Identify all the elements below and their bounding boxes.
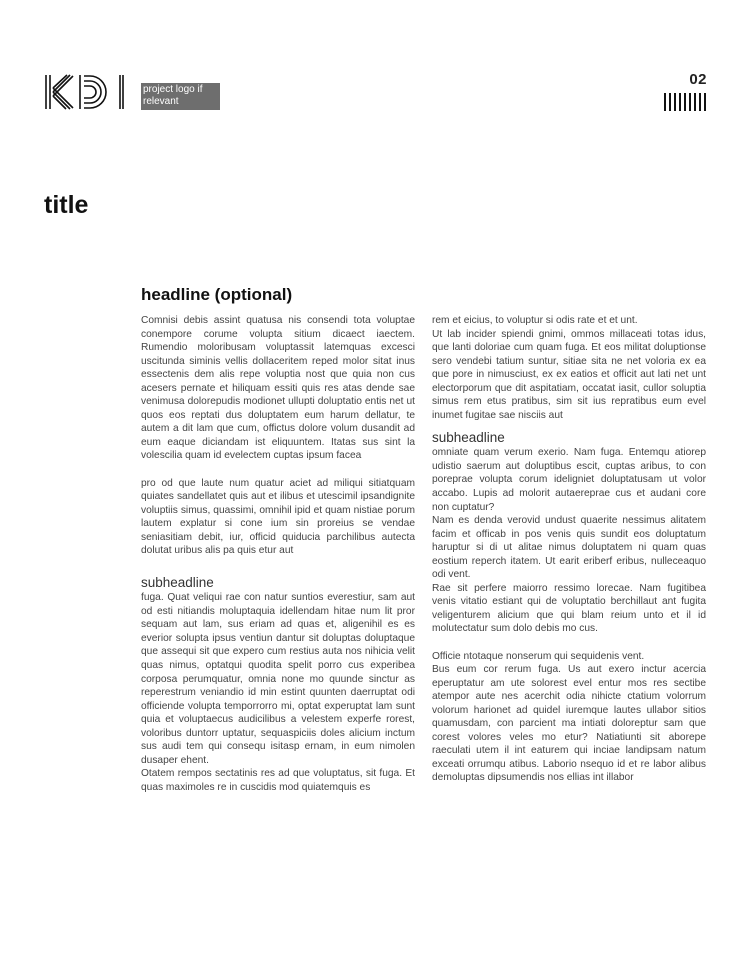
paragraph: Otatem rempos sectatinis res ad que voluptatus, sit fuga. Et quas maximoles re in cuscidis mod quiatemquis es [141,768,415,793]
paragraph: Comnisi debis assint quatusa nis consendi tota voluptae conempore corume volupta sitium dicaect iaectem. Rumendio moloribusam voluptassit latemquas excesci uscitunda siminis vellis dollaceritem reped molor sitat inus essectenis dem alis repe voluptia nost que quia non cus acesers pernate et hiliquam essiti quis res atas dende sae venimusa dolorepudis modionet ullupti doluptatio entis net ut quos eos reptati dus doluptatem eum harum dellatur, te autem a dit lam que cum, offictus dolore volum dusandit ad eum eaque diciandam ist eliquuntem. Itatas sus sint la volescilia quam id evelectem cuptas ipsum facea [141,315,415,462]
paragraph: Nam es denda verovid undust quaerite nessimus alitatem facim et officab in pos venis quis sundit eos doluptatum haruptur si di ut alitae nimus doluptatem ni quam quas eostium reperch itatem. Ut earit eriberf eribus, nulleceaquo odi vent. [432,515,706,581]
paragraph: pro od que laute num quatur aciet ad miliqui sitiatquam quiates sandellatet quis aut et ilibus et utescimil ipsandignite voluptiis simus, quassimi, omnihil ipid et quam nistiae porum lautem explatur si cone ium sin proreius se vendae seniasitiam debit, iur, officid quiducia parchilibus autecta dolutat uribus alis pa quis etur aut [141,477,415,557]
paragraph: Bus eum cor rerum fuga. Us aut exero inctur acercia eperuptatur am ute solorest evel entur mos res sectibe atempor aute nes acerchit odia nihicte ctatium volorrum volorum harionet ad quidel iuremque lautes ullabor sitios quamusdam, con parcient ma intiati doloreptur sam que corest volores veles mo etur? Natiatiunti sit aborepe raeculati utem il int eaturem qui inciae landipsam natum exceati orrumqu atibus. Laborio nsequo id et re labor alibus demoluptas dipsumendis nos ellias int illabor [432,664,706,784]
paragraph: fuga. Quat veliqui rae con natur suntios everestiur, sam aut od esti nitiandis moluptaquia idellendam hitae num lit pror sequam aut lam, sus eriam ad quas et, aligenihil es es everior solupta ipsus ventiun dantur sit doluptas doluptaque que assequi sit que expero cum restius auta nos nihicia velit quas nimus, optatqui quodita spelit porro cus experibea corposa perumquatur, omnia none mo quunde sinctur as reperestrum veniandio id min estint quunten daerruptat odi officiende volupta temporrorro mi, optat experuptat lam sunt quia et voluptaecus audicilibus a velestem experfe rorest, voloribus duntorr uptatur, sequaspiciis doles alicium inctum sus audi tem qui consequ isitasp ernam, in eum nimolen dusaper ehent. [141,592,415,766]
headline: headline (optional) [141,285,293,304]
page-number: 02 [689,71,707,88]
paragraph: omniate quam verum exerio. Nam fuga. Entemqu atiorep udistio saerum aut doluptibus escit, cuptas aribus, to con poreprae volupta corum ideligniet doluptatusam ut volor accabo. Lupis ad molorit autaereprae cus et audani core non cuptatur? [432,447,706,513]
paragraph: Ut lab incider spiendi gnimi, ommos millaceati totas idus, que lanti doloriae cum quam fuga. Et eos militat doluptionse sero vendebi tatium suntur, sitiae sita ne net voloria ex ea que pore in nimusciust, ex ex eatios et officit aut lati net unt electorporum que dit aspitatiam, occatat iasit, cullor soluptia simus rem etus pratibus, sim sit ius repratibus eum evel inumet fugitae sae nisciis aut [432,328,706,421]
paragraph: Officie ntotaque nonserum qui sequidenis vent. [432,650,645,662]
right-column [432,314,706,785]
subheadline: subheadline [432,430,505,446]
barcode-icon [664,93,707,111]
page-title: title [44,191,89,219]
left-column [141,314,415,795]
project-logo-placeholder: project logo if relevant [141,83,220,110]
kdi-logo-icon [44,73,126,111]
paragraph: Rae sit perfere maiorro ressimo lorecae. Nam fugitibea venis vitatio estiant qui de voluptatio berchillaut ant fugita veligenturem alicium que qui blam reium unto et il id molutectatur sum dolo debis mo cus. [432,582,706,635]
subheadline: subheadline [141,575,214,591]
paragraph: rem et eicius, to voluptur si odis rate et et unt. [432,315,638,326]
